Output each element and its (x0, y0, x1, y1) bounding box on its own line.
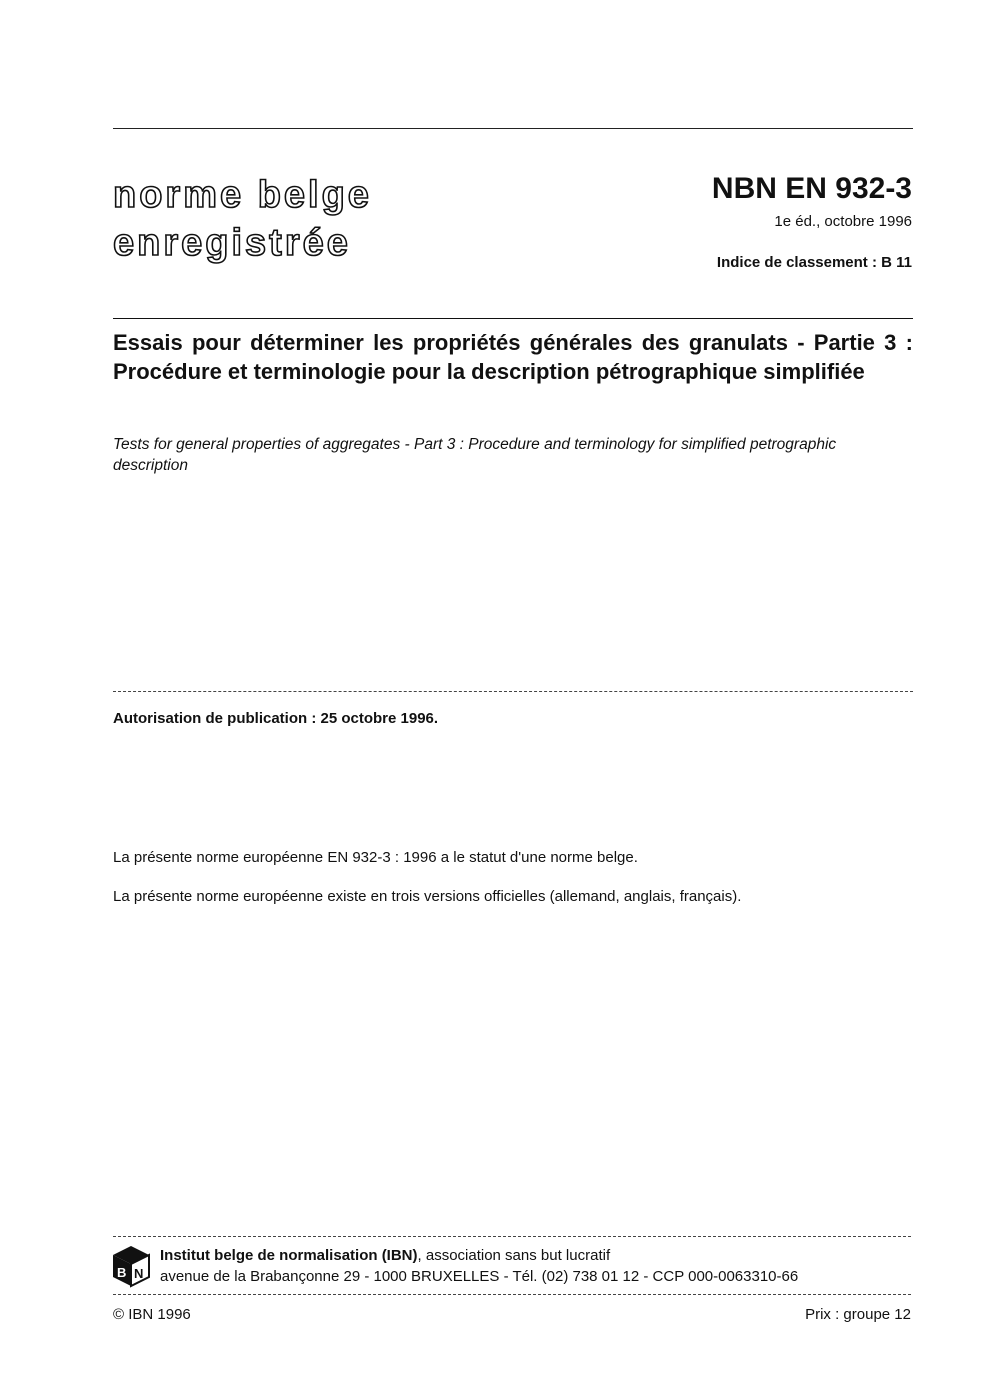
document-number: NBN EN 932-3 (711, 172, 912, 205)
svg-text:B: B (117, 1265, 127, 1280)
authorization-rule (113, 691, 913, 692)
svg-text:N: N (134, 1266, 144, 1281)
edition-date: 1e éd., octobre 1996 (774, 213, 912, 230)
institute-address: avenue de la Brabançonne 29 - 1000 BRUXELLES - Tél. (02) 738 01 12 - CCP 000-0063310-66 (160, 1268, 799, 1285)
top-rule (113, 128, 913, 129)
ibn-cube-logo (111, 1244, 151, 1288)
institute-name: Institut belge de normalisation (IBN) (160, 1247, 418, 1264)
copyright: © IBN 1996 (113, 1306, 191, 1323)
footer-top-rule (113, 1236, 911, 1237)
price-group: Prix : groupe 12 (805, 1306, 911, 1323)
title-enregistree: enregistrée (113, 222, 351, 264)
classification-index: Indice de classement : B 11 (716, 254, 912, 271)
authorization-date: Autorisation de publication : 25 octobre 1996. (113, 710, 439, 727)
versions-paragraph: La présente norme européenne existe en trois versions officielles (allemand, anglais, français). (113, 888, 742, 905)
english-title: Tests for general properties of aggregates - Part 3 : Procedure and terminology for simplified petrographic description (113, 436, 837, 474)
french-title: Essais pour déterminer les propriétés générales des granulats - Partie 3 : Procédure et terminologie pour la description pétrographique simplifiée (113, 330, 913, 384)
institute-info (160, 1245, 912, 1287)
institute-description: , association sans but lucratif (417, 1247, 611, 1264)
footer-bottom-rule (113, 1294, 911, 1295)
title-norme-belge: norme belge (113, 174, 372, 216)
status-paragraph: La présente norme européenne EN 932-3 : 1996 a le statut d'une norme belge. (113, 849, 638, 866)
header-rule (113, 318, 913, 319)
